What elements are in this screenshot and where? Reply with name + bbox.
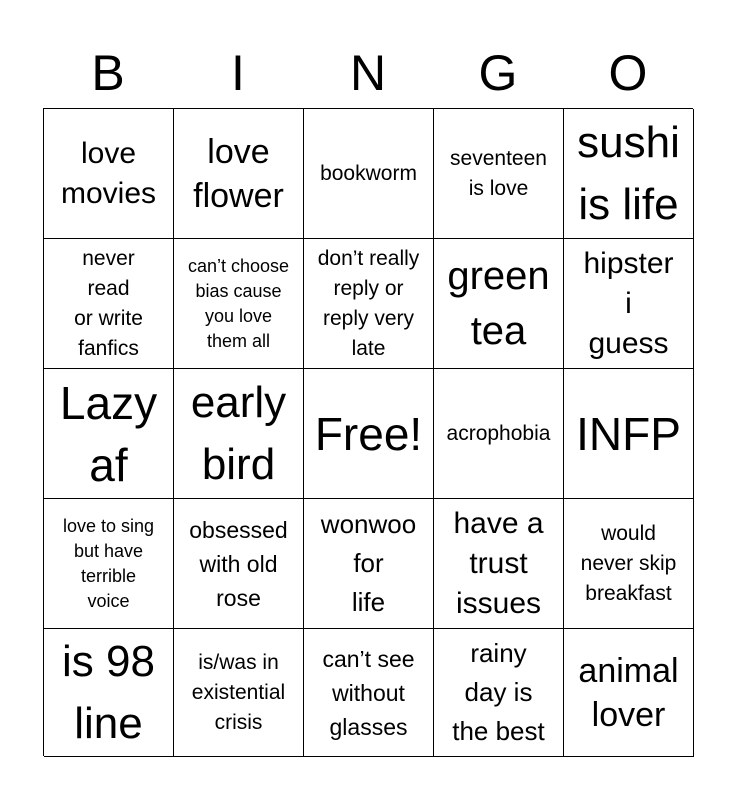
bingo-cell[interactable]: sushi is life bbox=[564, 109, 694, 239]
header-letter-i: I bbox=[231, 45, 245, 101]
bingo-cell[interactable]: can’t choose bias cause you love them all bbox=[174, 239, 304, 369]
header-letter-g: G bbox=[478, 45, 518, 101]
bingo-cell[interactable]: green tea bbox=[434, 239, 564, 369]
bingo-cell[interactable]: hipster i guess bbox=[564, 239, 694, 369]
bingo-cell[interactable]: don’t really reply or reply very late bbox=[304, 239, 434, 369]
bingo-cell[interactable]: would never skip breakfast bbox=[564, 499, 694, 629]
header-letter-n: N bbox=[349, 45, 387, 101]
bingo-cell[interactable]: love to sing but have terrible voice bbox=[44, 499, 174, 629]
header-letter-o: O bbox=[608, 45, 648, 101]
bingo-header bbox=[43, 40, 693, 108]
bingo-cell[interactable]: is/was in existential crisis bbox=[174, 629, 304, 757]
bingo-cell[interactable]: Lazy af bbox=[44, 369, 174, 499]
header-letter-b: B bbox=[91, 45, 125, 101]
bingo-cell[interactable]: early bird bbox=[174, 369, 304, 499]
bingo-cell[interactable]: animal lover bbox=[564, 629, 694, 757]
free-space[interactable]: Free! bbox=[304, 369, 434, 499]
bingo-cell[interactable]: never read or write fanfics bbox=[44, 239, 174, 369]
bingo-cell[interactable]: can’t see without glasses bbox=[304, 629, 434, 757]
bingo-cell[interactable]: is 98 line bbox=[44, 629, 174, 757]
bingo-cell[interactable]: acrophobia bbox=[434, 369, 564, 499]
bingo-cell[interactable]: seventeen is love bbox=[434, 109, 564, 239]
bingo-cell[interactable]: bookworm bbox=[304, 109, 434, 239]
bingo-cell[interactable]: love flower bbox=[174, 109, 304, 239]
bingo-cell[interactable]: have a trust issues bbox=[434, 499, 564, 629]
bingo-cell[interactable]: INFP bbox=[564, 369, 694, 499]
bingo-cell[interactable]: rainy day is the best bbox=[434, 629, 564, 757]
bingo-cell[interactable]: wonwoo for life bbox=[304, 499, 434, 629]
bingo-grid bbox=[43, 108, 693, 756]
bingo-cell[interactable]: obsessed with old rose bbox=[174, 499, 304, 629]
bingo-cell[interactable]: love movies bbox=[44, 109, 174, 239]
